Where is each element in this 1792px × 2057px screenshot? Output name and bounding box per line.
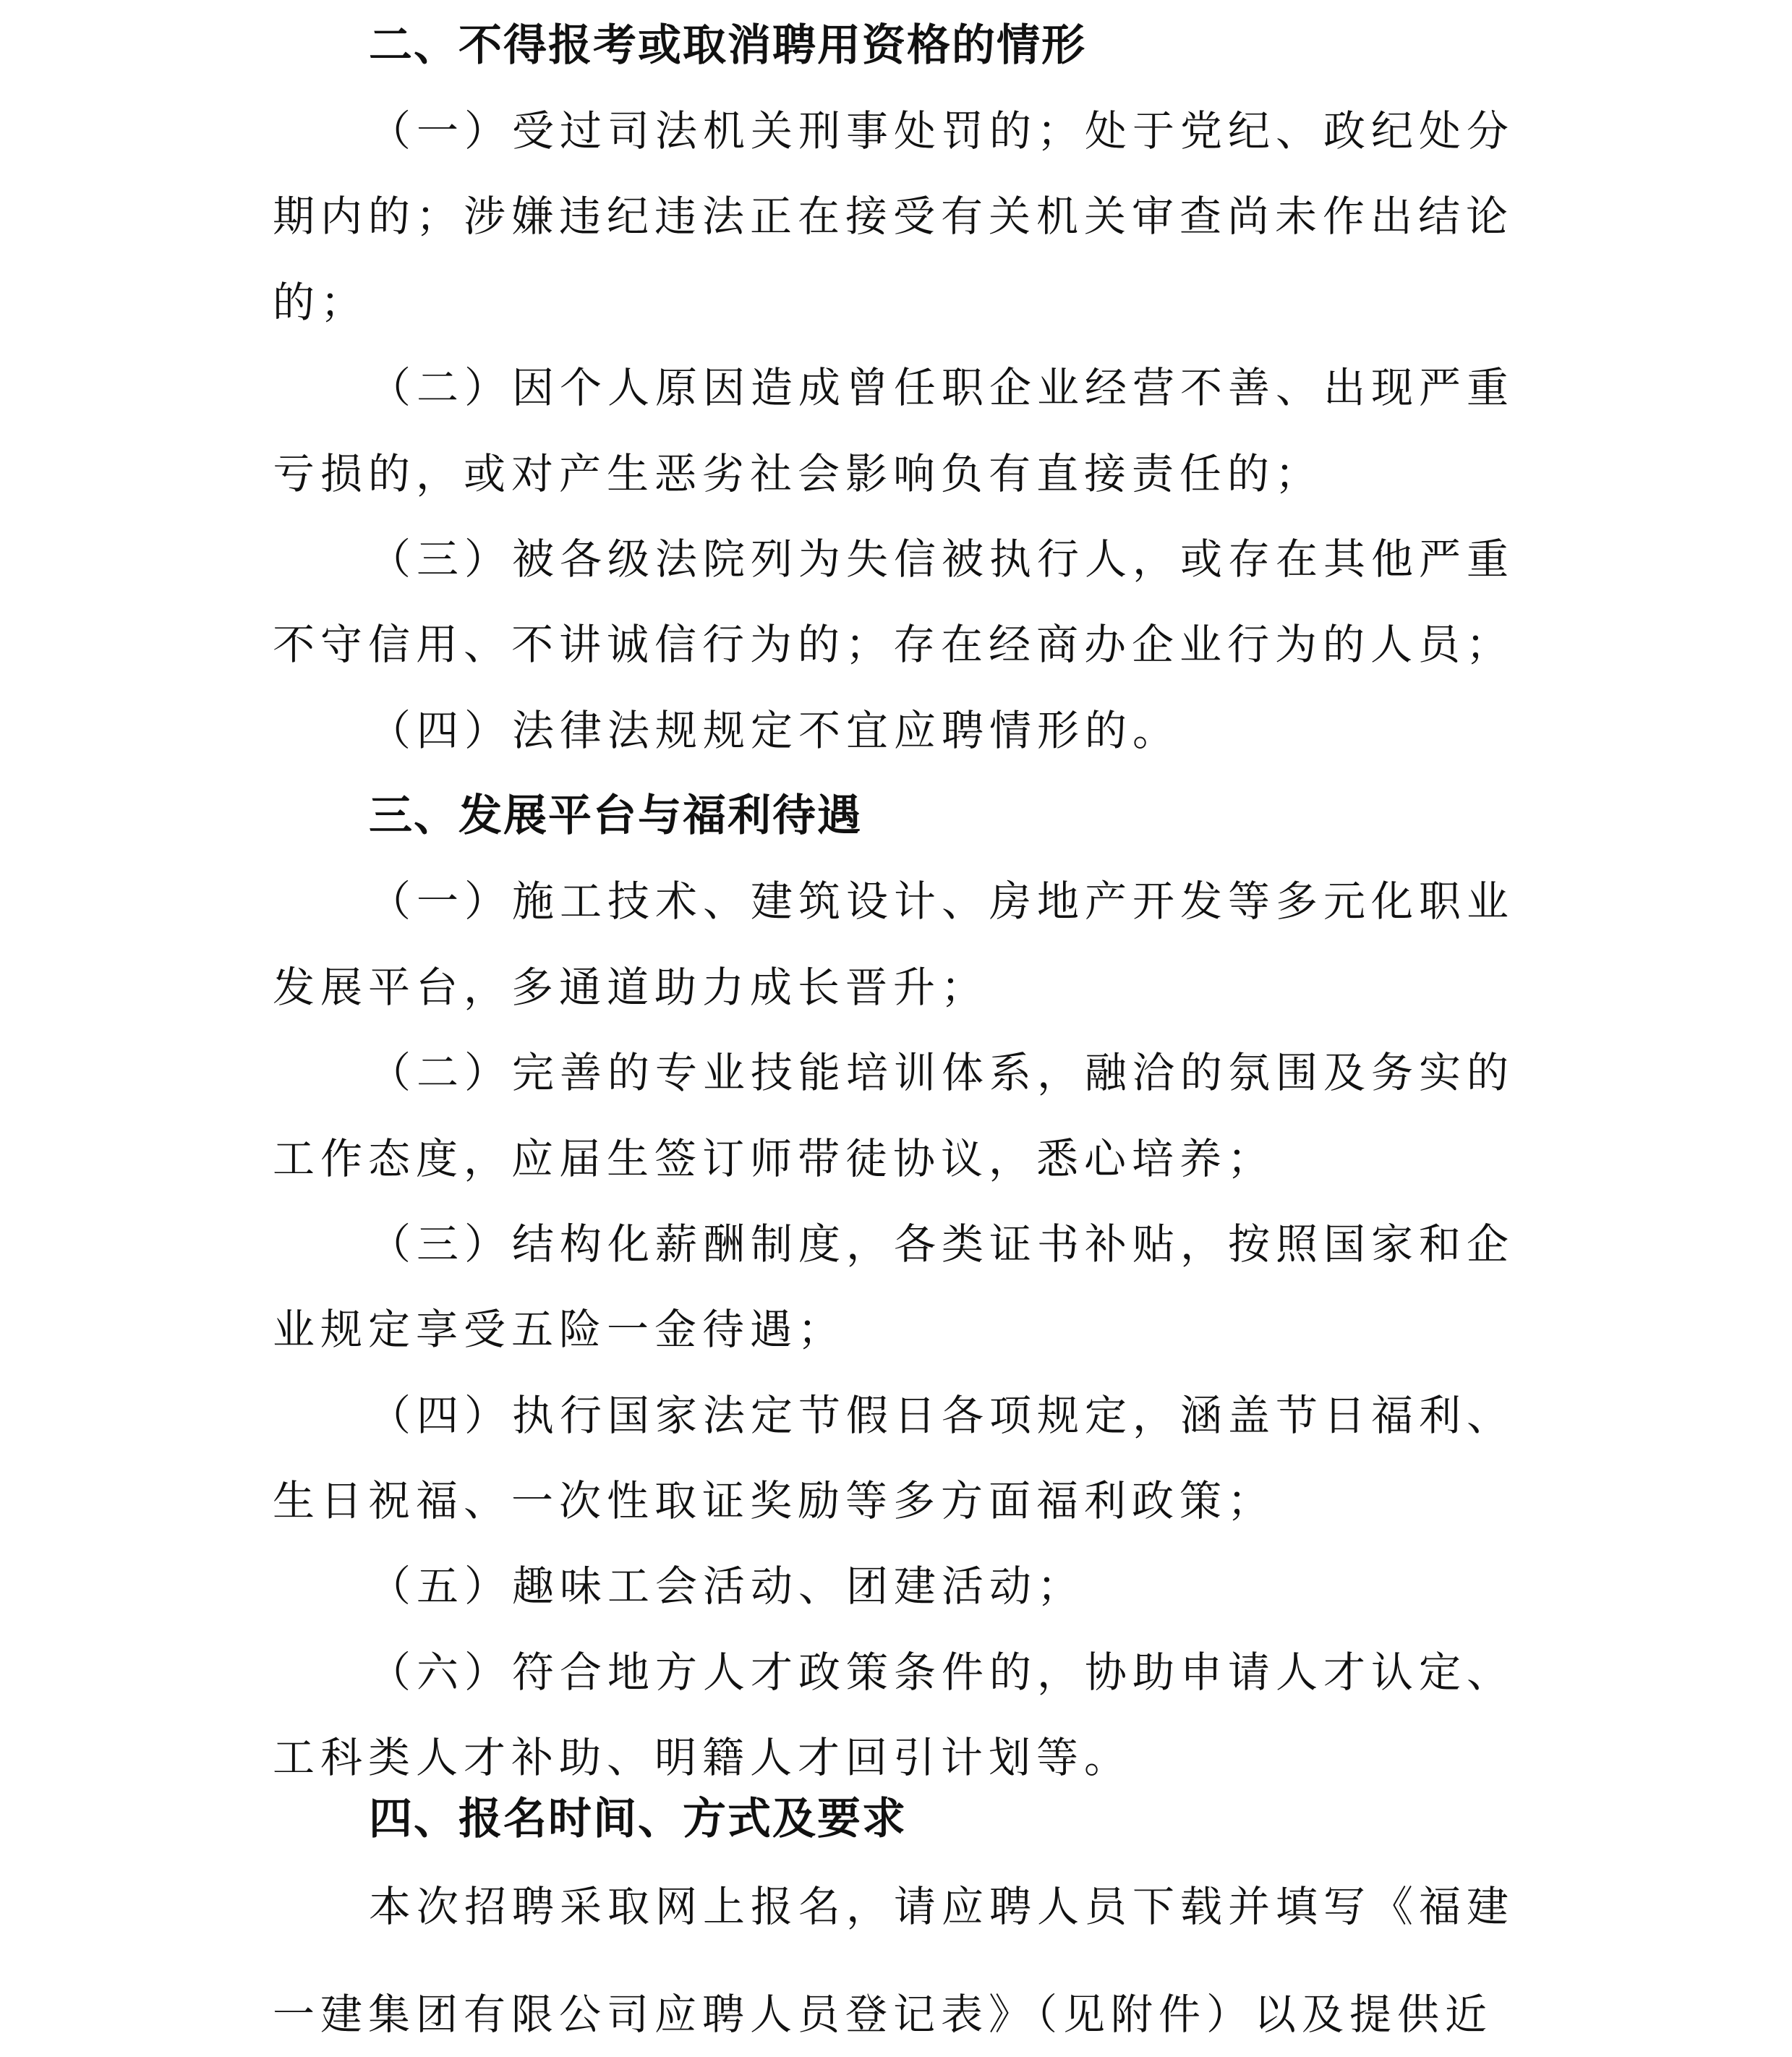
paragraph-line: （五）趣味工会活动、团建活动；	[369, 1562, 1085, 1611]
paragraph-line: （一）施工技术、建筑设计、房地产开发等多元化职业	[369, 877, 1515, 926]
paragraph-line: （二）因个人原因造成曾任职企业经营不善、出现严重	[369, 363, 1515, 412]
paragraph-line: 期内的；涉嫌违纪违法正在接受有关机关审查尚未作出结论	[273, 192, 1514, 241]
paragraph-line: （六）符合地方人才政策条件的，协助申请人才认定、	[369, 1648, 1515, 1697]
paragraph-line: （一）受过司法机关刑事处罚的；处于党纪、政纪处分	[369, 106, 1515, 156]
paragraph-line: 本次招聘采取网上报名，请应聘人员下载并填写《福建	[369, 1882, 1515, 1931]
section-heading-benefits: 三、发展平台与福利待遇	[369, 791, 862, 841]
paragraph-line: （四）法律法规规定不宜应聘情形的。	[369, 706, 1181, 755]
paragraph-line: （三）结构化薪酬制度，各类证书补贴，按照国家和企	[369, 1219, 1515, 1269]
paragraph-line: 工科类人才补助、明籍人才回引计划等。	[273, 1733, 1132, 1782]
paragraph-line: 发展平台，多通道助力成长晋升；	[273, 963, 989, 1012]
paragraph-line: （三）被各级法院列为失信被执行人，或存在其他严重	[369, 535, 1515, 584]
paragraph-line: 业规定享受五险一金待遇；	[273, 1305, 846, 1354]
paragraph-line: （二）完善的专业技能培训体系，融洽的氛围及务实的	[369, 1048, 1515, 1097]
paragraph-line: 不守信用、不讲诚信行为的；存在经商办企业行为的人员；	[273, 620, 1514, 669]
paragraph-line: 的；	[273, 278, 369, 327]
paragraph-line: （四）执行国家法定节假日各项规定，涵盖节日福利、	[369, 1391, 1515, 1440]
section-heading-disqualification: 二、不得报考或取消聘用资格的情形	[369, 20, 1086, 71]
paragraph-line: 一建集团有限公司应聘人员登记表》（见附件）以及提供近	[273, 1990, 1493, 2039]
paragraph-line: 亏损的，或对产生恶劣社会影响负有直接责任的；	[273, 449, 1323, 498]
paragraph-line: 生日祝福、一次性取证奖励等多方面福利政策；	[273, 1476, 1276, 1525]
section-heading-registration: 四、报名时间、方式及要求	[369, 1794, 907, 1844]
paragraph-line: 工作态度，应届生签订师带徒协议，悉心培养；	[273, 1134, 1276, 1183]
